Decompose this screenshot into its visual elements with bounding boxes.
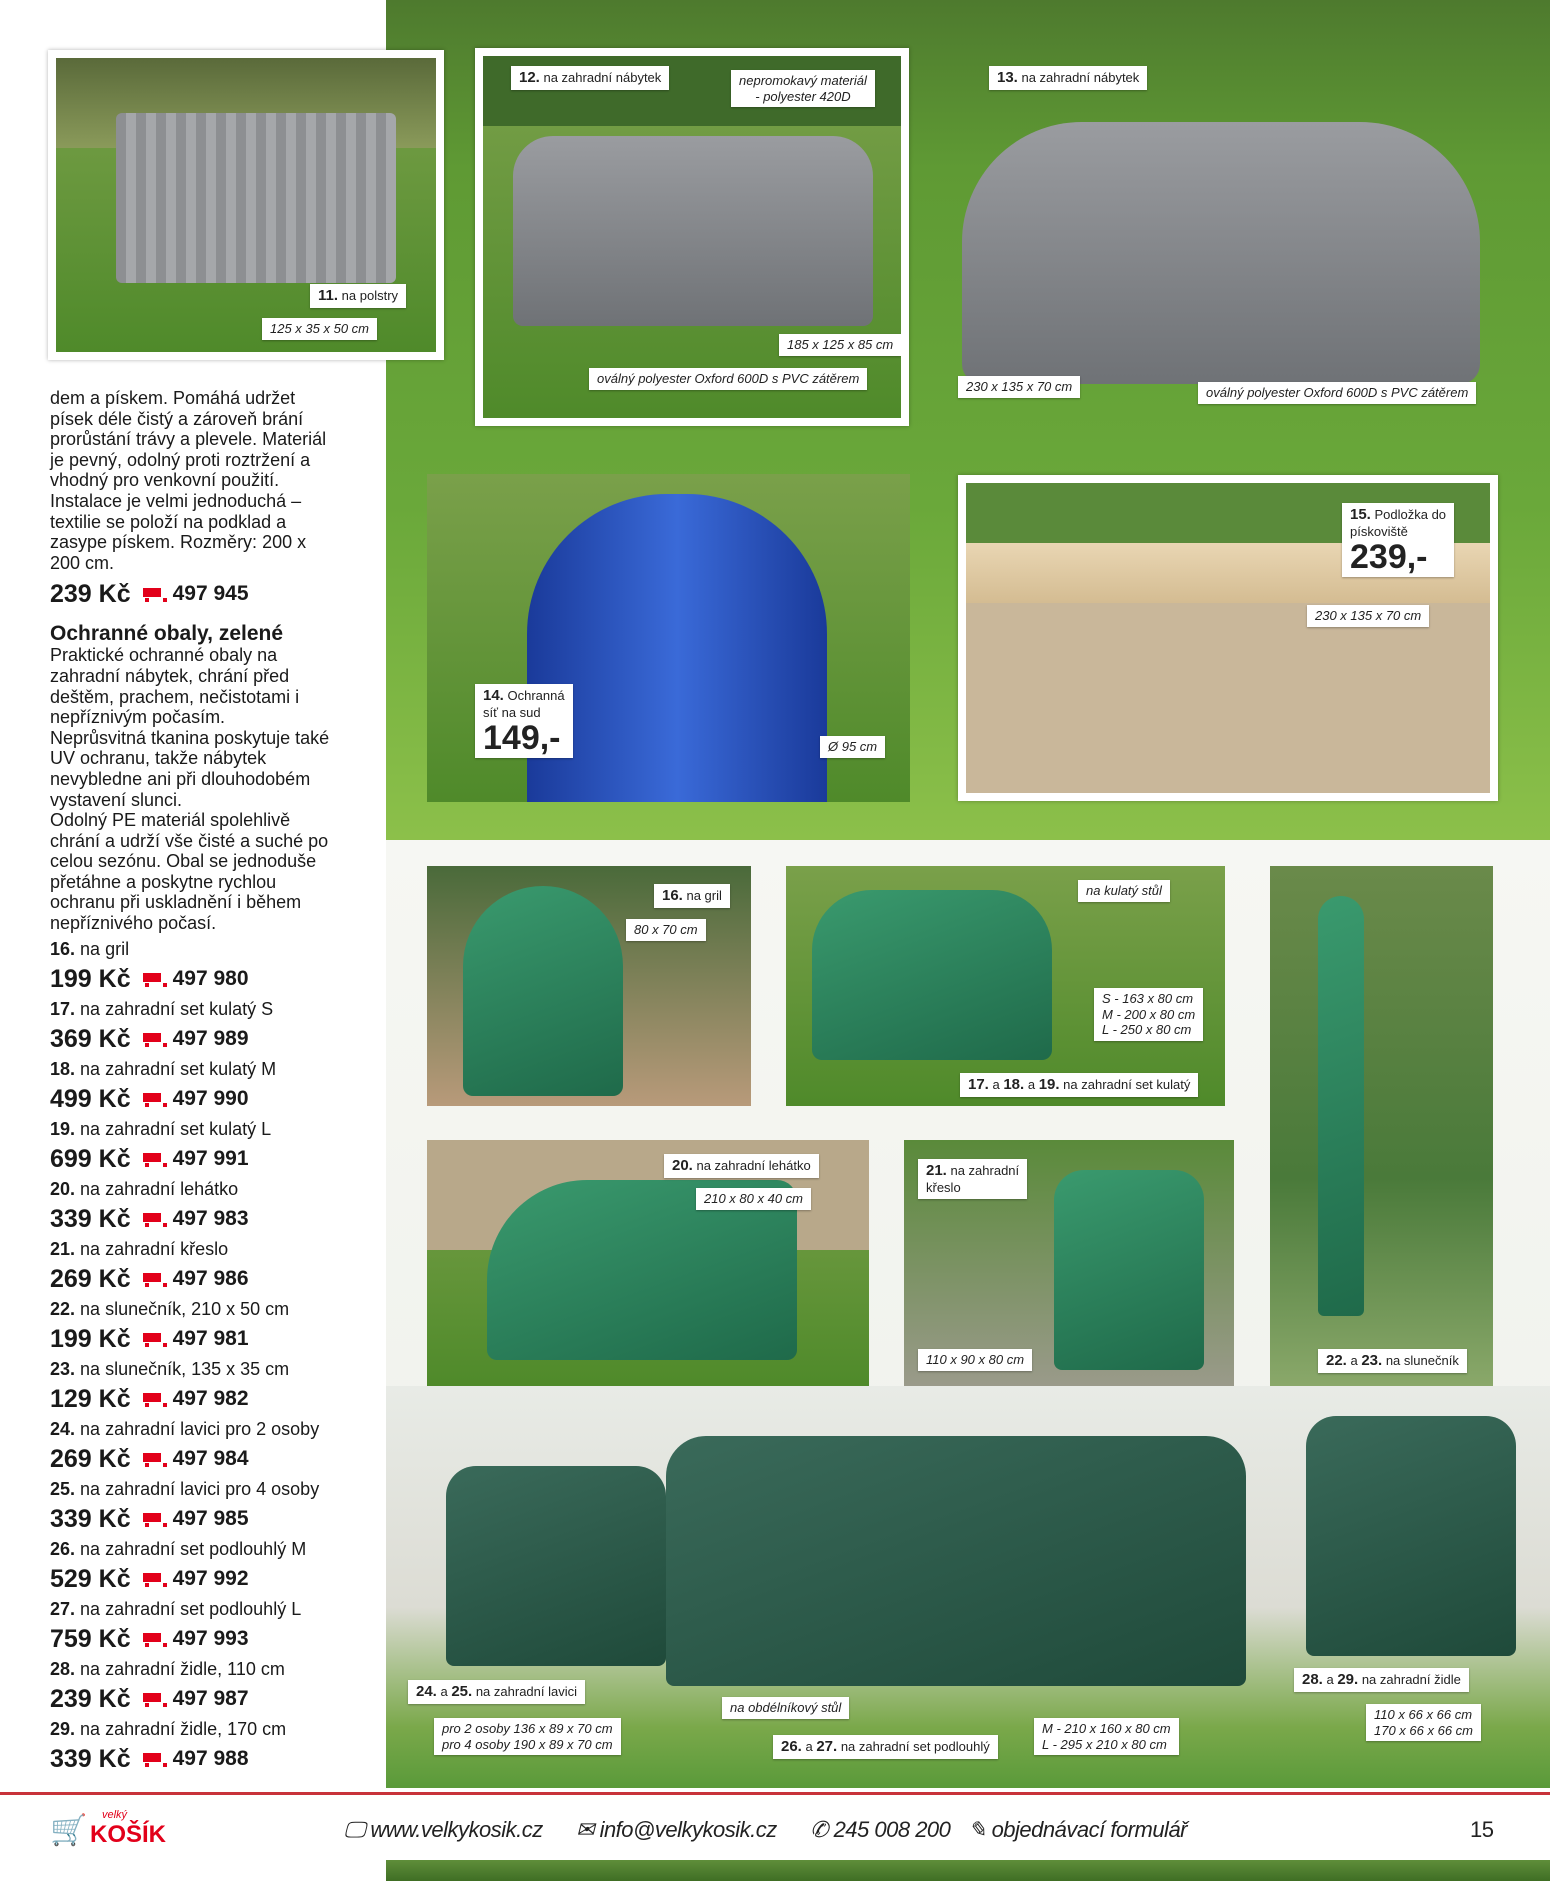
product-item-label: 17. na zahradní set kulatý S [50, 998, 274, 1019]
cart-icon[interactable] [141, 1151, 163, 1167]
cart-icon[interactable] [141, 586, 163, 602]
size-label: pro 2 osoby 136 x 89 x 70 cm pro 4 osoby 190 x 89 x 70 cm [434, 1718, 621, 1755]
tag-label: na obdélníkový stůl [722, 1697, 849, 1719]
photo-furniture-cover [475, 48, 909, 426]
photo-label: 11. na polstry [310, 284, 406, 308]
cart-icon[interactable] [141, 971, 163, 987]
size-label: 80 x 70 cm [626, 919, 706, 941]
price-row [50, 1084, 340, 1114]
size-label: 110 x 66 x 66 cm 170 x 66 x 66 cm [1366, 1704, 1481, 1741]
product-code: 497 993 [172, 1626, 249, 1650]
price: 699 Kč [50, 1144, 131, 1173]
size-label: 230 x 135 x 70 cm [958, 376, 1080, 398]
price-row [50, 579, 340, 609]
product-code: 497 989 [172, 1026, 249, 1050]
product-item-label: 18. na zahradní set kulatý M [50, 1058, 277, 1079]
price: 129 Kč [50, 1384, 131, 1413]
price-row [50, 964, 340, 994]
cart-icon[interactable] [141, 1451, 163, 1467]
price: 339 Kč [50, 1744, 131, 1773]
size-label: 125 x 35 x 50 cm [262, 318, 377, 340]
photo-label: 21. na zahradní křeslo [918, 1159, 1027, 1199]
price-row [50, 1684, 340, 1714]
price-row [50, 1204, 340, 1234]
cart-icon[interactable] [141, 1751, 163, 1767]
product-code: 497 992 [172, 1566, 249, 1590]
page-number: 15 [1470, 1817, 1494, 1842]
photo-label: 13. na zahradní nábytek [989, 66, 1147, 90]
product-code: 497 980 [172, 966, 249, 990]
product-code: 497 984 [172, 1446, 249, 1470]
website-link[interactable]: 🖵 www.velkykosik.cz [344, 1817, 543, 1842]
cart-icon[interactable] [141, 1571, 163, 1587]
size-label: 185 x 125 x 85 cm [779, 334, 901, 356]
photo-chair-cover [904, 1140, 1234, 1386]
price: 339 Kč [50, 1204, 131, 1233]
intro-description: dem a pískem. Pomáhá udržet písek déle čistý a zároveň brání prorůstání trávy a plevele. Materiál je pevný, odolný proti roztržení a vhodný pro venkovní použití. Instalace je velmi jednoduchá – textilie se položí na podklad a zasype pískem. Rozměry: 200 x 200 cm. [50, 388, 327, 573]
price-row [50, 1444, 340, 1474]
photo-label: 17. a 18. a 19. na zahradní set kulatý [960, 1073, 1198, 1097]
photo-label: 20. na zahradní lehátko [664, 1154, 819, 1178]
product-item-label: 20. na zahradní lehátko [50, 1178, 239, 1199]
product-list [50, 935, 340, 1774]
product-item-label: 16. na gril [50, 938, 130, 959]
product-code: 497 986 [172, 1266, 249, 1290]
price: 199 Kč [50, 1324, 131, 1353]
price-label: 14. Ochranná síť na sud 149,- [475, 684, 573, 758]
cart-icon[interactable] [141, 1391, 163, 1407]
product-item-label: 25. na zahradní lavici pro 4 osoby [50, 1478, 320, 1499]
material-label: nepromokavý materiál - polyester 420D [731, 70, 875, 107]
photo-round-set-cover [786, 866, 1225, 1106]
product-code: 497 945 [172, 582, 249, 606]
product-code: 497 982 [172, 1386, 249, 1410]
material-label: oválný polyester Oxford 600D s PVC zátěrem [589, 368, 867, 390]
section-paragraph: Praktické ochranné obaly na zahradní nábytek, chrání před deštěm, prachem, nečistotami i nepříznivým počasím. [50, 645, 300, 728]
cart-icon[interactable] [141, 1271, 163, 1287]
product-item-label: 21. na zahradní křeslo [50, 1238, 229, 1259]
pencil-icon: ✎ [968, 1817, 986, 1842]
basket-icon: 🛒 [50, 1814, 88, 1847]
photo-label: 26. a 27. na zahradní set podlouhlý [773, 1735, 998, 1759]
cart-icon[interactable] [141, 1211, 163, 1227]
price: 759 Kč [50, 1624, 131, 1653]
material-label: oválný polyester Oxford 600D s PVC zátěrem [1198, 382, 1476, 404]
photo-bench-table-chairs [386, 1386, 1550, 1788]
photo-label: 12. na zahradní nábytek [511, 66, 669, 90]
cart-icon[interactable] [141, 1631, 163, 1647]
footer [0, 1792, 1550, 1860]
photo-label: 28. a 29. na zahradní židle [1294, 1668, 1469, 1692]
product-item-label: 26. na zahradní set podlouhlý M [50, 1538, 307, 1559]
product-text-column [50, 388, 340, 1774]
product-code: 497 991 [172, 1146, 249, 1170]
price: 339 Kč [50, 1504, 131, 1533]
cover-oval-table [962, 122, 1480, 384]
product-code: 497 983 [172, 1206, 249, 1230]
size-label: 210 x 80 x 40 cm [696, 1188, 811, 1210]
product-code: 497 990 [172, 1086, 249, 1110]
section-title: Ochranné obaly, zelené [50, 622, 284, 646]
product-code: 497 988 [172, 1746, 249, 1770]
cart-icon[interactable] [141, 1511, 163, 1527]
photo-label: 24. a 25. na zahradní lavici [408, 1680, 585, 1704]
product-item-label: 27. na zahradní set podlouhlý L [50, 1598, 302, 1619]
logo[interactable] [50, 1807, 170, 1853]
price: 239 Kč [50, 1684, 131, 1713]
size-label: 230 x 135 x 70 cm [1307, 605, 1429, 627]
section-paragraph: Neprůsvitná tkanina poskytuje také UV ochranu, takže nábytek nevybledne ani při dlouhodobém vystavení slunci. [50, 727, 330, 810]
product-item-label: 22. na slunečník, 210 x 50 cm [50, 1298, 290, 1319]
tag-label: na kulatý stůl [1078, 880, 1170, 902]
size-label: M - 210 x 160 x 80 cm L - 295 x 210 x 80 cm [1034, 1718, 1179, 1755]
photo-sandbox-mat [958, 475, 1498, 801]
phone-link[interactable]: ✆ 245 008 200 [810, 1817, 951, 1842]
size-label: 110 x 90 x 80 cm [918, 1349, 1032, 1371]
photo-lounger-cover [427, 1140, 869, 1386]
logo-text: KOŠÍK [90, 1821, 167, 1848]
price-row [50, 1144, 340, 1174]
photo-grill-cover [427, 866, 751, 1106]
logo-small-text: velký [102, 1809, 128, 1821]
price-row [50, 1264, 340, 1294]
photo-label: 22. a 23. na slunečník [1318, 1349, 1467, 1373]
size-label: S - 163 x 80 cm M - 200 x 80 cm L - 250 x 80 cm [1094, 988, 1203, 1041]
cart-icon[interactable] [141, 1691, 163, 1707]
price: 369 Kč [50, 1024, 131, 1053]
price: 199 Kč [50, 964, 131, 993]
photo-label: 16. na gril [654, 884, 730, 908]
cart-icon[interactable] [141, 1091, 163, 1107]
price-row [50, 1024, 340, 1054]
price-row [50, 1624, 340, 1654]
price-row [50, 1744, 340, 1774]
product-code: 497 987 [172, 1686, 249, 1710]
product-item-label: 24. na zahradní lavici pro 2 osoby [50, 1418, 320, 1439]
photo-barrel-net [427, 474, 910, 802]
product-code: 497 985 [172, 1506, 249, 1530]
price-row [50, 1504, 340, 1534]
price-row [50, 1384, 340, 1414]
cart-icon[interactable] [141, 1031, 163, 1047]
product-code: 497 981 [172, 1326, 249, 1350]
price: 239 Kč [50, 580, 131, 609]
price-label: 15. Podložka do pískoviště 239,- [1342, 503, 1454, 577]
price-row [50, 1324, 340, 1354]
email-link[interactable]: ✉ info@velkykosik.cz [576, 1817, 777, 1842]
price: 269 Kč [50, 1444, 131, 1473]
section-paragraph: Odolný PE materiál spolehlivě chrání a udrží vše čisté a suché po celou sezónu. Obal se jednoduše přetáhne a poskytne rychlou ochranu při uskladnění i během nepříznivého počasí. [50, 810, 329, 934]
product-item-label: 29. na zahradní židle, 170 cm [50, 1718, 287, 1739]
price: 269 Kč [50, 1264, 131, 1293]
price-row [50, 1564, 340, 1594]
cart-icon[interactable] [141, 1331, 163, 1347]
phone-icon: ✆ [810, 1817, 828, 1842]
photo-umbrella-cover [1270, 866, 1493, 1386]
product-item-label: 23. na slunečník, 135 x 35 cm [50, 1358, 290, 1379]
size-label: Ø 95 cm [820, 736, 885, 758]
monitor-icon: 🖵 [344, 1817, 365, 1842]
product-item-label: 28. na zahradní židle, 110 cm [50, 1658, 285, 1679]
mail-icon: ✉ [576, 1817, 594, 1842]
order-form-link[interactable]: ✎ objednávací formulář [968, 1817, 1188, 1842]
photo-cushion-bag [48, 50, 444, 360]
price: 499 Kč [50, 1084, 131, 1113]
footer-grass-strip [386, 1860, 1550, 1881]
price: 529 Kč [50, 1564, 131, 1593]
product-item-label: 19. na zahradní set kulatý L [50, 1118, 272, 1139]
